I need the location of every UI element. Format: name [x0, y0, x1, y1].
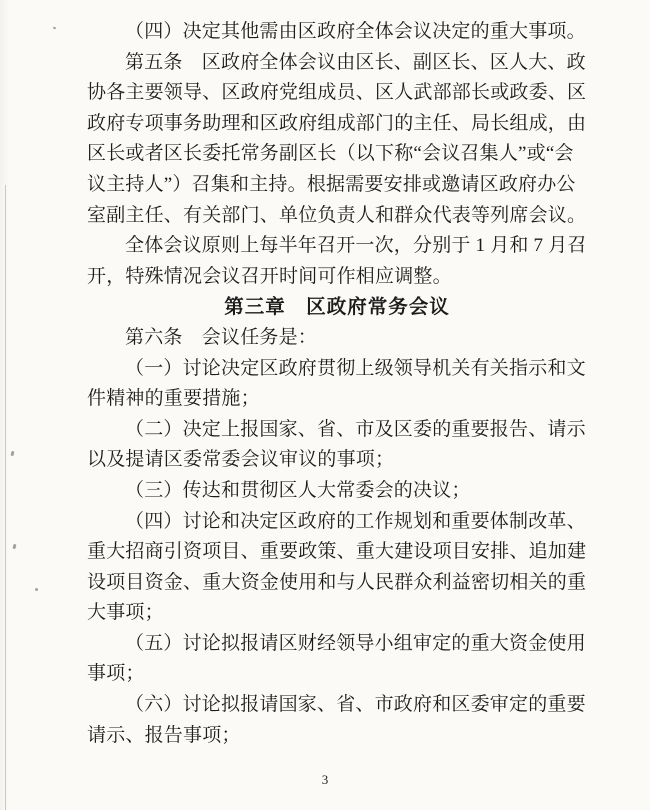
doc-line: 大事项；: [87, 602, 164, 624]
doc-line: 室副主任、有关部门、单位负责人和群众代表等列席会议。: [87, 204, 587, 226]
doc-line: （一）讨论决定区政府贯彻上级领导机关有关指示和文: [125, 357, 586, 379]
scan-speck: [12, 544, 16, 550]
doc-line: 议主持人”）召集和主持。根据需要安排或邀请区政府办公: [87, 173, 576, 195]
doc-line: 政府专项事务助理和区政府组成部门的主任、局长组成，由: [87, 112, 587, 134]
doc-line: 区长或者区长委托常务副区长（以下称“会议召集人”或“会: [87, 143, 574, 165]
doc-line: 以及提请区委常委会议审议的事项；: [87, 449, 395, 471]
doc-line: 设项目资金、重大资金使用和与人民群众利益密切相关的重: [87, 571, 587, 593]
doc-line: （六）讨论拟报请国家、省、市政府和区委审定的重要: [125, 694, 586, 716]
doc-line: （四）决定其他需由区政府全体会议决定的重大事项。: [125, 21, 586, 42]
doc-line: （四）讨论和决定区政府的工作规划和重要体制改革、: [125, 510, 586, 532]
chapter-heading: 第三章 区政府常务会议: [224, 295, 450, 319]
doc-line: 件精神的重要措施；: [87, 388, 260, 410]
scan-speck: [10, 451, 14, 457]
doc-line: 重大招商引资项目、重要政策、重大建设项目安排、追加建: [87, 541, 587, 563]
doc-line: （三）传达和贯彻区人大常委会的决议；: [125, 479, 471, 501]
doc-line: （二）决定上报国家、省、市及区委的重要报告、请示: [125, 418, 586, 440]
page-number: 3: [321, 772, 329, 787]
scan-speck: [35, 588, 38, 591]
document-body: [87, 17, 587, 751]
scan-speck: [53, 27, 57, 30]
doc-line: 事项；: [87, 663, 145, 685]
doc-line: （五）讨论拟报请区财经领导小组审定的重大资金使用: [125, 632, 586, 654]
doc-line: 请示、报告事项；: [87, 724, 241, 746]
doc-line-article-5: 第五条 区政府全体会议由区长、副区长、区人大、政: [125, 51, 586, 73]
scan-edge-artifact: [5, 185, 6, 810]
doc-line: 全体会议原则上每半年召开一次，分别于 1 月和 7 月召: [125, 235, 587, 257]
doc-line-article-6: 第六条 会议任务是：: [125, 326, 318, 348]
doc-line: 协各主要领导、区政府党组成员、区人武部部长或政委、区: [87, 82, 587, 104]
doc-line: 开，特殊情况会议召开时间可作相应调整。: [87, 265, 452, 287]
